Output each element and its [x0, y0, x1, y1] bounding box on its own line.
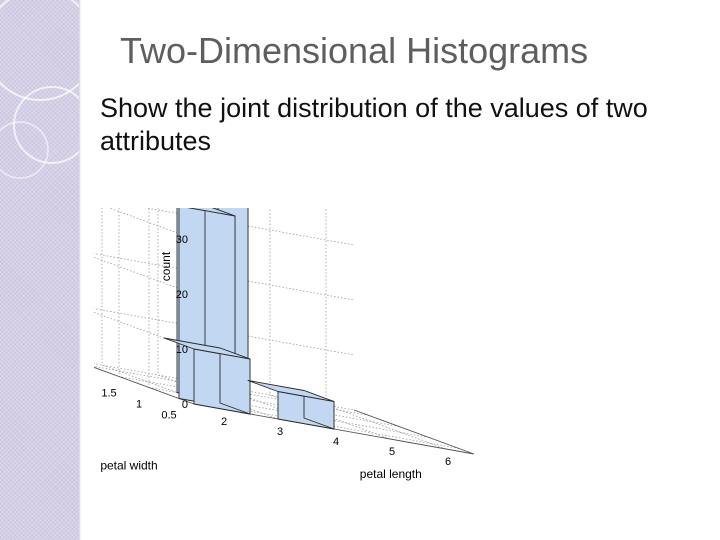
x-tick-label: 6 [444, 456, 452, 468]
decorative-circles [0, 0, 79, 540]
band-edge [79, 0, 81, 540]
x-tick-label: 4 [332, 436, 340, 448]
x-tick-label: 3 [276, 426, 284, 438]
y-tick-label: 1.5 [101, 387, 117, 400]
z-tick-label: 0 [181, 399, 188, 411]
histogram-3d-plot [94, 208, 514, 508]
x-tick-label: 2 [220, 416, 228, 428]
y-tick-label: 1 [135, 398, 143, 411]
z-axis-title: count [159, 251, 173, 282]
x-axis-title: petal length [359, 467, 422, 481]
z-tick-label: 10 [175, 344, 188, 356]
y-axis-title: petal width [100, 458, 158, 473]
chart-grid [94, 208, 459, 449]
x-tick-label: 5 [388, 446, 396, 458]
z-tick-label: 20 [175, 289, 188, 301]
slide-title: Two-Dimensional Histograms [120, 30, 589, 71]
histogram-chart [94, 208, 514, 508]
bullet-text: Show the joint distribution of the values of two attributes [100, 93, 648, 156]
y-tick-label: 0.5 [161, 409, 177, 422]
z-tick-label: 30 [175, 234, 188, 246]
decorative-side-band [0, 0, 79, 540]
bullet-point [100, 92, 700, 157]
